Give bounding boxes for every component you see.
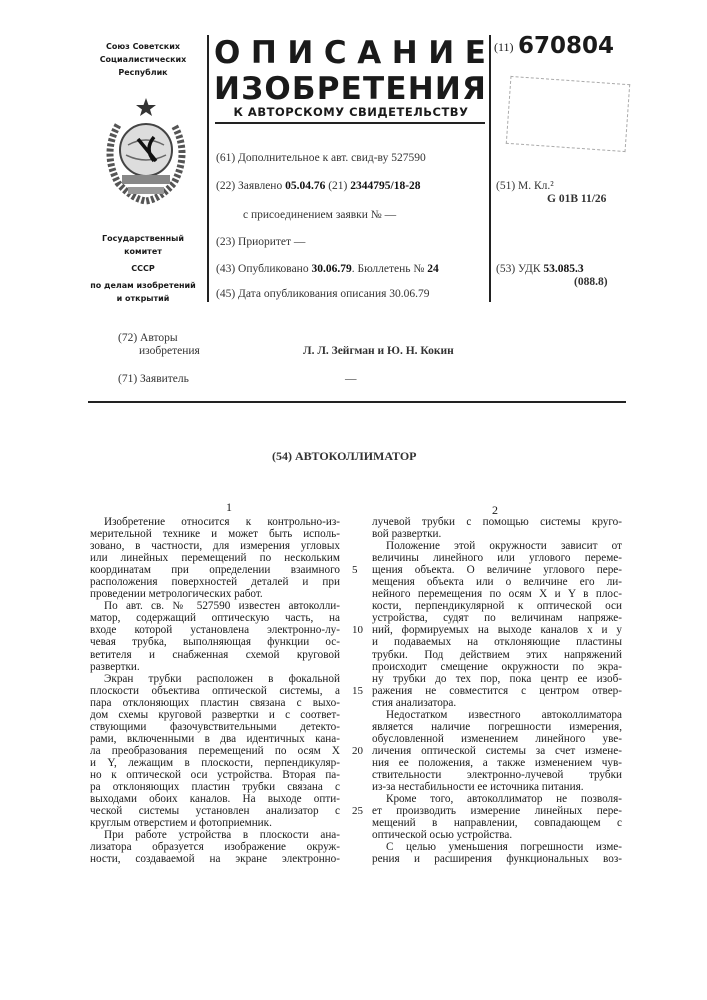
title-letter: Т — [363, 72, 384, 106]
text-line: Недостатком известного автоколлиматора — [372, 709, 622, 721]
field-value: 24 — [427, 263, 439, 275]
text-column-2 — [372, 516, 622, 865]
title-letter: И — [428, 36, 454, 70]
country-name — [82, 40, 204, 79]
field-43 — [216, 263, 439, 275]
text-line: щения объекта. О величине углового пере- — [372, 564, 622, 576]
column-number: 2 — [492, 503, 498, 518]
text-line: ла преобразования перемещений по осям X — [90, 745, 340, 757]
column-number: 1 — [226, 500, 232, 515]
field-value: 05.04.76 — [285, 180, 325, 192]
text-line: происходит смещение окружности по экра- — [372, 661, 622, 673]
title-letter: Н — [408, 72, 434, 106]
divider — [207, 35, 209, 302]
text-line: мещений в направлении, совпадающем с — [372, 817, 622, 829]
title-letter: Б — [292, 72, 316, 106]
title-line-2 — [214, 72, 486, 106]
field-label: (53) УДК — [496, 263, 541, 275]
committee-line: по делам изобретений — [82, 279, 204, 292]
text-line: развертки. — [90, 661, 340, 673]
text-line: личения оптической системы за счет измене- — [372, 745, 622, 757]
text-line: лучевой трубки с помощью системы круго- — [372, 516, 622, 528]
text-line: проведении метрологических работ. — [90, 588, 340, 600]
text-line: матор, содержащий оптическую часть, на — [90, 612, 340, 624]
field-23: (23) Приоритет — — [216, 236, 305, 248]
ussr-emblem-icon — [98, 95, 194, 207]
text-line: ствующими фазочувствительными детекто- — [90, 721, 340, 733]
field-label: (43) Опубликовано — [216, 263, 309, 275]
text-line: ний, формируемых на выходе каналов x и y — [372, 624, 622, 636]
text-line: и Y, лежащим в плоскости, перпендикуляр- — [90, 757, 340, 769]
field-value: 2344795/18-28 — [350, 180, 420, 192]
text-line: ния ее положения, а также изменением чув- — [372, 757, 622, 769]
title-letter: И — [214, 72, 240, 106]
text-line: стия анализатора. — [372, 697, 622, 709]
country-line: Республик — [82, 66, 204, 79]
patent-number: 670804 — [518, 33, 614, 59]
text-line: Изобретение относится к контрольно-из- — [90, 516, 340, 528]
text-line: выходами обоих каналов. На выходе опти- — [90, 793, 340, 805]
text-line: ра отклоняющих пластин трубки связана с — [90, 781, 340, 793]
text-line: Положение этой окружности зависит от — [372, 540, 622, 552]
divider — [489, 35, 491, 302]
text-line: устройства, судят по величинам напряже- — [372, 612, 622, 624]
text-line: ну трубки до тех пор, пока центр ее изоб- — [372, 673, 622, 685]
text-line: нейного перемещения по осям X и Y в плос- — [372, 588, 622, 600]
text-line: Экран трубки расположен в фокальной — [90, 673, 340, 685]
text-line: входе которой установлена электронно-лу- — [90, 624, 340, 636]
title-letter: З — [241, 72, 263, 106]
title-letter: Е — [341, 72, 362, 106]
text-line: Кроме того, автоколлиматор не позволя- — [372, 793, 622, 805]
applicant-label: (71) Заявитель — [118, 373, 189, 385]
subtitle: К АВТОРСКОМУ СВИДЕТЕЛЬСТВУ — [218, 105, 484, 119]
field-61: (61) Дополнительное к авт. свид-ву 527590 — [216, 152, 426, 164]
authors-names: Л. Л. Зейгман и Ю. Н. Кокин — [303, 345, 454, 357]
patent-code: (11) — [494, 40, 514, 55]
field-value: 30.06.79 — [311, 263, 351, 275]
text-column-1 — [90, 516, 340, 865]
text-line: но к оптической оси устройства. Вторая па- — [90, 769, 340, 781]
text-line: является наличие погрешности измерения, — [372, 721, 622, 733]
stamp-mark — [506, 76, 630, 152]
text-line: мерительной технике и может быть исполь- — [90, 528, 340, 540]
field-45: (45) Дата опубликования описания 30.06.79 — [216, 288, 430, 300]
text-line: или линейных перемещений по нескольким — [90, 552, 340, 564]
line-number-marker: 25 — [352, 805, 363, 817]
title-letter: С — [324, 36, 347, 70]
text-line: и подаваемых на отклоняющие пластины — [372, 636, 622, 648]
title-line-1 — [214, 36, 486, 70]
committee-line: Государственный комитет — [82, 232, 204, 258]
text-line: круглым отверстием и фотоприемник. — [90, 817, 340, 829]
title-letter: О — [264, 72, 290, 106]
text-line: мещения объекта или о величине его ли- — [372, 576, 622, 588]
field-51: (51) М. Кл.² — [496, 180, 554, 192]
text-line: оптической осью устройства. — [372, 829, 622, 841]
authors-label: (72) Авторы — [118, 332, 178, 344]
text-line: ветителя и снабженная схемой круговой — [90, 649, 340, 661]
text-line: При работе устройства в плоскости ана- — [90, 829, 340, 841]
committee-name — [82, 232, 204, 305]
country-line: Союз Советских — [82, 40, 204, 53]
text-line: рения и расширения функциональных воз- — [372, 853, 622, 865]
text-line: обусловленной изменением линейного уве- — [372, 733, 622, 745]
title-letter: Н — [392, 36, 418, 70]
divider — [88, 401, 626, 403]
field-label: (22) Заявлено — [216, 180, 282, 192]
line-number-marker: 5 — [352, 564, 358, 576]
text-line: По авт. св. № 527590 известен автоколли- — [90, 600, 340, 612]
field-53-value2: (088.8) — [574, 276, 608, 288]
title-letter: Е — [385, 72, 406, 106]
field-22 — [216, 180, 421, 192]
text-line: расположения поверхностей деталей и при — [90, 576, 340, 588]
authors-label-2: изобретения — [139, 345, 200, 357]
text-line: плоскости объектива оптической системы, а — [90, 685, 340, 697]
text-line: С целью уменьшения погрешности изме- — [372, 841, 622, 853]
title-letter: О — [214, 36, 240, 70]
title-letter: Я — [462, 72, 486, 106]
invention-title: (54) АВТОКОЛЛИМАТОР — [272, 449, 417, 464]
text-line: дом схемы круговой развертки и с соответ- — [90, 709, 340, 721]
text-line: лизатора образуется изображение окруж- — [90, 841, 340, 853]
text-line: ствительности электронно-лучевой трубки — [372, 769, 622, 781]
line-number-marker: 15 — [352, 685, 363, 697]
text-line: ности, создаваемой на экране электронно- — [90, 853, 340, 865]
text-line: рами, включенными в два идентичных кана- — [90, 733, 340, 745]
text-line: чевая трубка, выполняющая функции ос- — [90, 636, 340, 648]
field-value: 53.085.3 — [543, 263, 583, 275]
line-number-marker: 10 — [352, 624, 363, 636]
field-label: . Бюллетень № — [352, 263, 425, 275]
committee-line: СССР — [82, 262, 204, 275]
title-letter: И — [435, 72, 461, 106]
applicant-value: — — [345, 373, 357, 385]
field-label: (21) — [328, 180, 347, 192]
divider — [215, 122, 485, 124]
text-line: трубки. Под действием этих напряжений — [372, 649, 622, 661]
title-letter: Р — [317, 72, 340, 106]
field-53 — [496, 263, 584, 275]
title-letter: А — [357, 36, 381, 70]
title-letter: И — [287, 36, 313, 70]
text-line: пара отклоняющих пластин связана с выхо- — [90, 697, 340, 709]
title-letter: Е — [465, 36, 486, 70]
country-line: Социалистических — [82, 53, 204, 66]
committee-line: и открытий — [82, 292, 204, 305]
field-join: с присоединением заявки № — — [243, 209, 396, 221]
text-line: вой развертки. — [372, 528, 622, 540]
text-line: координатам при определении взаимного — [90, 564, 340, 576]
line-number-marker: 20 — [352, 745, 363, 757]
text-line: кости, перпендикулярной к оптической оси — [372, 600, 622, 612]
title-letter: П — [251, 36, 277, 70]
text-line: из-за нестабильности ее источника питания. — [372, 781, 622, 793]
text-line: ет производить измерение линейных пере- — [372, 805, 622, 817]
field-51-value: G 01B 11/26 — [547, 193, 606, 205]
text-line: ражения не совместится с центром отвер- — [372, 685, 622, 697]
text-line: величины линейного или углового переме- — [372, 552, 622, 564]
text-line: зовано, в частности, для измерения угловых — [90, 540, 340, 552]
text-line: ческой системы установлен анализатор с — [90, 805, 340, 817]
